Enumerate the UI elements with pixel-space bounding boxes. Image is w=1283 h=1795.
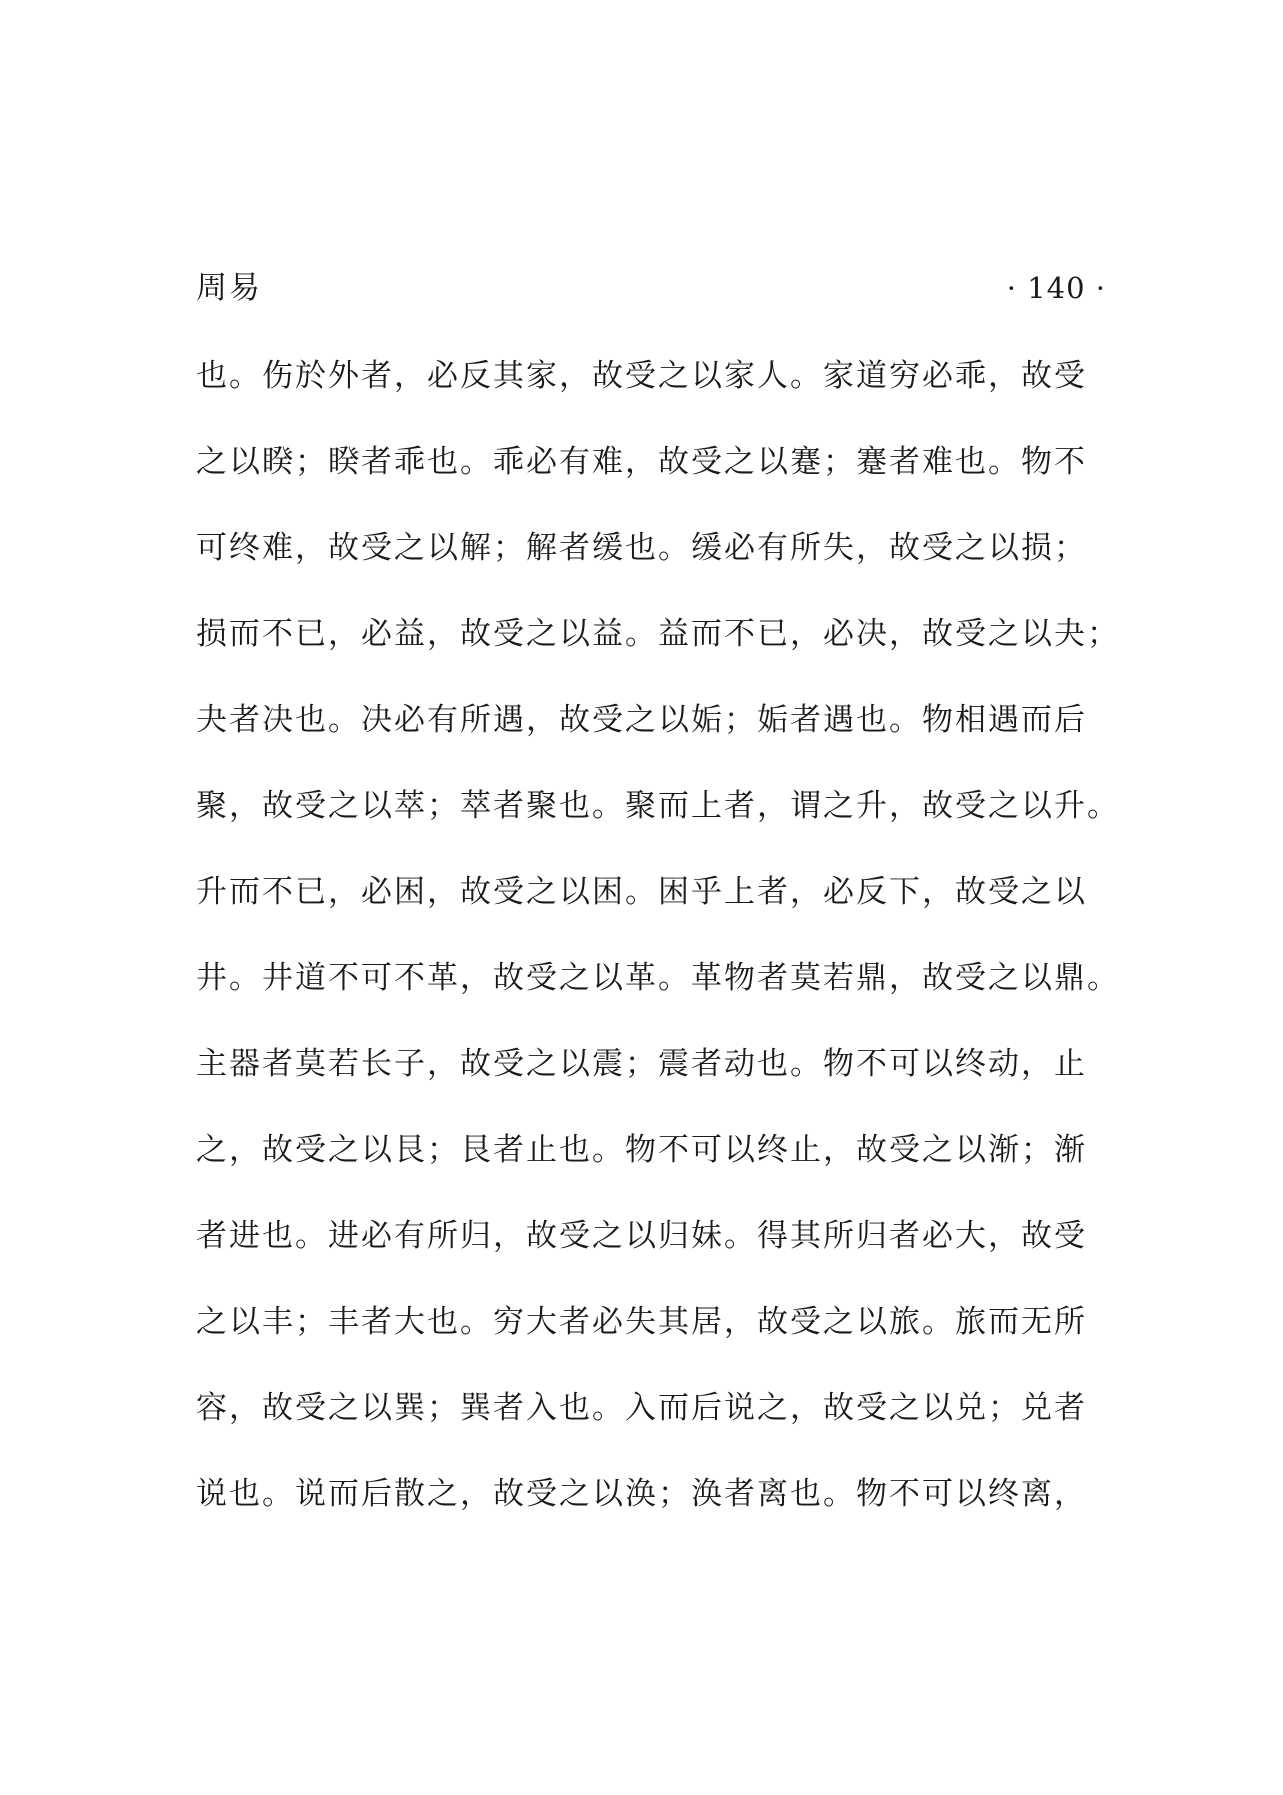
text-line: 之以丰；丰者大也。穷大者必失其居，故受之以旅。旅而无所 bbox=[196, 1304, 1087, 1340]
text-line: 升而不已，必困，故受之以困。困乎上者，必反下，故受之以 bbox=[196, 874, 1087, 910]
text-line: 说也。说而后散之，故受之以涣；涣者离也。物不可以终离， bbox=[196, 1476, 1087, 1512]
text-line: 之，故受之以艮；艮者止也。物不可以终止，故受之以渐；渐 bbox=[196, 1132, 1087, 1168]
text-line: 可终难，故受之以解；解者缓也。缓必有所失，故受之以损； bbox=[196, 530, 1087, 566]
text-line: 井。井道不可不革，故受之以革。革物者莫若鼎，故受之以鼎。 bbox=[196, 960, 1120, 996]
text-line: 之以睽；睽者乖也。乖必有难，故受之以蹇；蹇者难也。物不 bbox=[196, 444, 1087, 480]
text-line: 夬者决也。决必有所遇，故受之以姤；姤者遇也。物相遇而后 bbox=[196, 702, 1087, 738]
book-title: 周易 bbox=[196, 270, 262, 306]
page-number: · 140 · bbox=[1006, 271, 1106, 305]
text-line: 聚，故受之以萃；萃者聚也。聚而上者，谓之升，故受之以升。 bbox=[196, 788, 1120, 824]
text-line: 也。伤於外者，必反其家，故受之以家人。家道穷必乖，故受 bbox=[196, 358, 1087, 394]
body-text bbox=[196, 352, 1126, 1556]
text-line: 容，故受之以巽；巽者入也。入而后说之，故受之以兑；兑者 bbox=[196, 1390, 1087, 1426]
page-header bbox=[196, 268, 1106, 308]
text-line: 损而不已，必益，故受之以益。益而不已，必决，故受之以夬； bbox=[196, 616, 1120, 652]
text-line: 主器者莫若长子，故受之以震；震者动也。物不可以终动，止 bbox=[196, 1046, 1087, 1082]
text-line: 者进也。进必有所归，故受之以归妹。得其所归者必大，故受 bbox=[196, 1218, 1087, 1254]
